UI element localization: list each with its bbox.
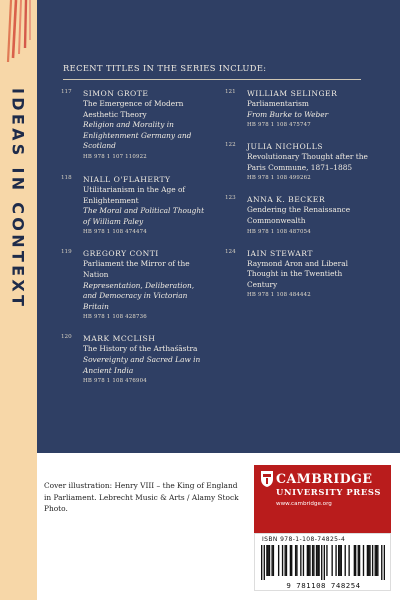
barcode-bar [367, 545, 368, 576]
barcode-bar [282, 545, 283, 576]
series-entry [225, 141, 370, 183]
barcode-bar [313, 545, 314, 576]
entry-subtitle: Sovereignty and Sacred Law in Ancient India [83, 354, 201, 375]
entry-number: 124 [225, 248, 236, 255]
barcode-bar [326, 545, 327, 576]
entry-subtitle: The Moral and Political Thought of William Paley [83, 206, 205, 226]
barcode-bar [348, 545, 349, 576]
barcode-bar [358, 545, 359, 576]
entry-number: 121 [225, 89, 236, 95]
barcode-bar [284, 545, 285, 576]
barcode-bar [316, 545, 317, 576]
entry-number: 117 [61, 89, 72, 95]
barcode-digits: 9 781108 748254 [286, 581, 361, 590]
barcode-bar [312, 545, 313, 576]
entry-isbn: HB 978 1 108 474474 [83, 229, 147, 236]
barcode-bar [355, 545, 356, 576]
barcode-bar [296, 545, 297, 576]
barcode-bar [331, 545, 332, 576]
entry-isbn: HB 978 1 108 476904 [83, 378, 147, 385]
entry-author: NIALL O'FLAHERTY [83, 174, 171, 184]
series-heading: RECENT TITLES IN THE SERIES INCLUDE: [63, 63, 267, 73]
barcode-bar [307, 545, 308, 576]
entry-author: JULIA NICHOLLS [247, 142, 323, 152]
entry-isbn: HB 978 1 108 475747 [247, 122, 311, 129]
barcode-bar [273, 545, 274, 576]
barcode-bar [376, 545, 377, 576]
series-entry [225, 248, 370, 301]
barcode-bar [291, 545, 292, 576]
series-entry [61, 333, 206, 386]
entry-author: ANNA K. BECKER [247, 195, 326, 205]
series-list-right [225, 88, 370, 311]
isbn-label: ISBN 978-1-108-74825-4 [262, 536, 346, 543]
barcode-bar [335, 545, 336, 576]
barcode-bar [261, 545, 262, 580]
barcode-bar [309, 545, 310, 576]
publisher-logo [254, 465, 391, 533]
entry-number: 123 [225, 195, 236, 202]
barcode-bar [363, 545, 364, 576]
barcode-bar [368, 545, 369, 576]
series-entry [225, 194, 370, 236]
barcode-bar [372, 545, 373, 576]
barcode-bar [264, 545, 265, 580]
brush-strokes-graphic [3, 0, 33, 62]
entry-isbn: HB 978 1 108 499262 [247, 175, 311, 182]
barcode-bar [317, 545, 318, 576]
entry-number: 120 [61, 334, 72, 341]
barcode-bar [338, 545, 339, 576]
barcode-bar [321, 545, 322, 580]
cambridge-shield-icon [260, 470, 274, 488]
barcode-bar [286, 545, 287, 576]
barcode-panel [254, 533, 391, 591]
entry-title: Gendering the Renaissance Commonwealth [247, 205, 351, 225]
entry-title: The History of the Arthaśāstra [83, 344, 198, 354]
barcode-bar [345, 545, 346, 576]
barcode-bar [375, 545, 376, 576]
barcode-bar [295, 545, 296, 576]
entry-subtitle: Religion and Morality in Enlightenment Germany and Scotland [83, 120, 192, 151]
barcode-bar [359, 545, 360, 576]
series-entry [61, 174, 206, 237]
entry-title: Utilitarianism in the Age of Enlightenment [83, 184, 186, 205]
publisher-url: www.cambridge.org [276, 501, 332, 507]
barcode-bar [341, 545, 342, 576]
barcode-bar [278, 545, 279, 576]
series-entry [61, 88, 206, 162]
entry-title: Parliamentarism [247, 99, 309, 108]
barcode-bar [300, 545, 301, 576]
entry-number: 118 [61, 174, 72, 181]
barcode-bar [290, 545, 291, 576]
entry-author: SIMON GROTE [83, 89, 149, 98]
spine [0, 0, 37, 600]
series-entry [61, 248, 206, 322]
series-panel [37, 0, 400, 453]
entry-author: WILLIAM SELINGER [247, 89, 338, 98]
entry-isbn: HB 978 1 108 487054 [247, 228, 311, 235]
barcode-graphic [261, 545, 385, 580]
barcode-bar [269, 545, 270, 576]
barcode-bar [303, 545, 304, 576]
entry-author: MARK MCCLISH [83, 334, 156, 344]
barcode-bar [308, 545, 309, 576]
barcode-bar [354, 545, 355, 576]
entry-isbn: HB 978 1 107 110922 [83, 153, 147, 160]
entry-title: Revolutionary Thought after the Paris Commune, 1871–1885 [247, 152, 368, 172]
entry-title: Parliament the Mirror of the Nation [83, 259, 190, 279]
series-entry [225, 88, 370, 130]
publisher-name: CAMBRIDGE [276, 471, 373, 486]
publisher-subtitle: UNIVERSITY PRESS [276, 487, 381, 497]
barcode-bar [271, 545, 272, 576]
barcode-bar [377, 545, 378, 576]
barcode-bar [266, 545, 267, 576]
entry-title: The Emergence of Modern Aesthetic Theory [83, 99, 184, 119]
barcode-bar [381, 545, 382, 580]
entry-isbn: HB 978 1 108 428736 [83, 314, 147, 321]
barcode-bar [324, 545, 325, 580]
entry-number: 119 [61, 249, 72, 256]
barcode-bar [369, 545, 370, 576]
entry-author: IAIN STEWART [247, 248, 313, 258]
entry-author: GREGORY CONTI [83, 249, 159, 259]
cover-credit: Cover illustration: Henry VIII – the King of England in Parliament. Lebrecht Music & Arts / Alamy Stock Photo. [44, 481, 239, 514]
entry-subtitle: From Burke to Weber [247, 109, 329, 119]
barcode-bar [384, 545, 385, 580]
heading-rule [63, 79, 361, 80]
barcode-bar [318, 545, 319, 576]
series-list-left [61, 88, 206, 397]
barcode-bar [339, 545, 340, 576]
entry-isbn: HB 978 1 108 484442 [247, 292, 311, 299]
entry-number: 122 [225, 142, 236, 149]
series-title-vertical: IDEAS IN CONTEXT [8, 88, 28, 310]
barcode-bar [268, 545, 269, 576]
entry-title: Raymond Aron and Liberal Thought in the Twentieth Century [247, 258, 348, 289]
entry-subtitle: Representation, Deliberation, and Democracy in Victorian Britain [83, 280, 195, 311]
